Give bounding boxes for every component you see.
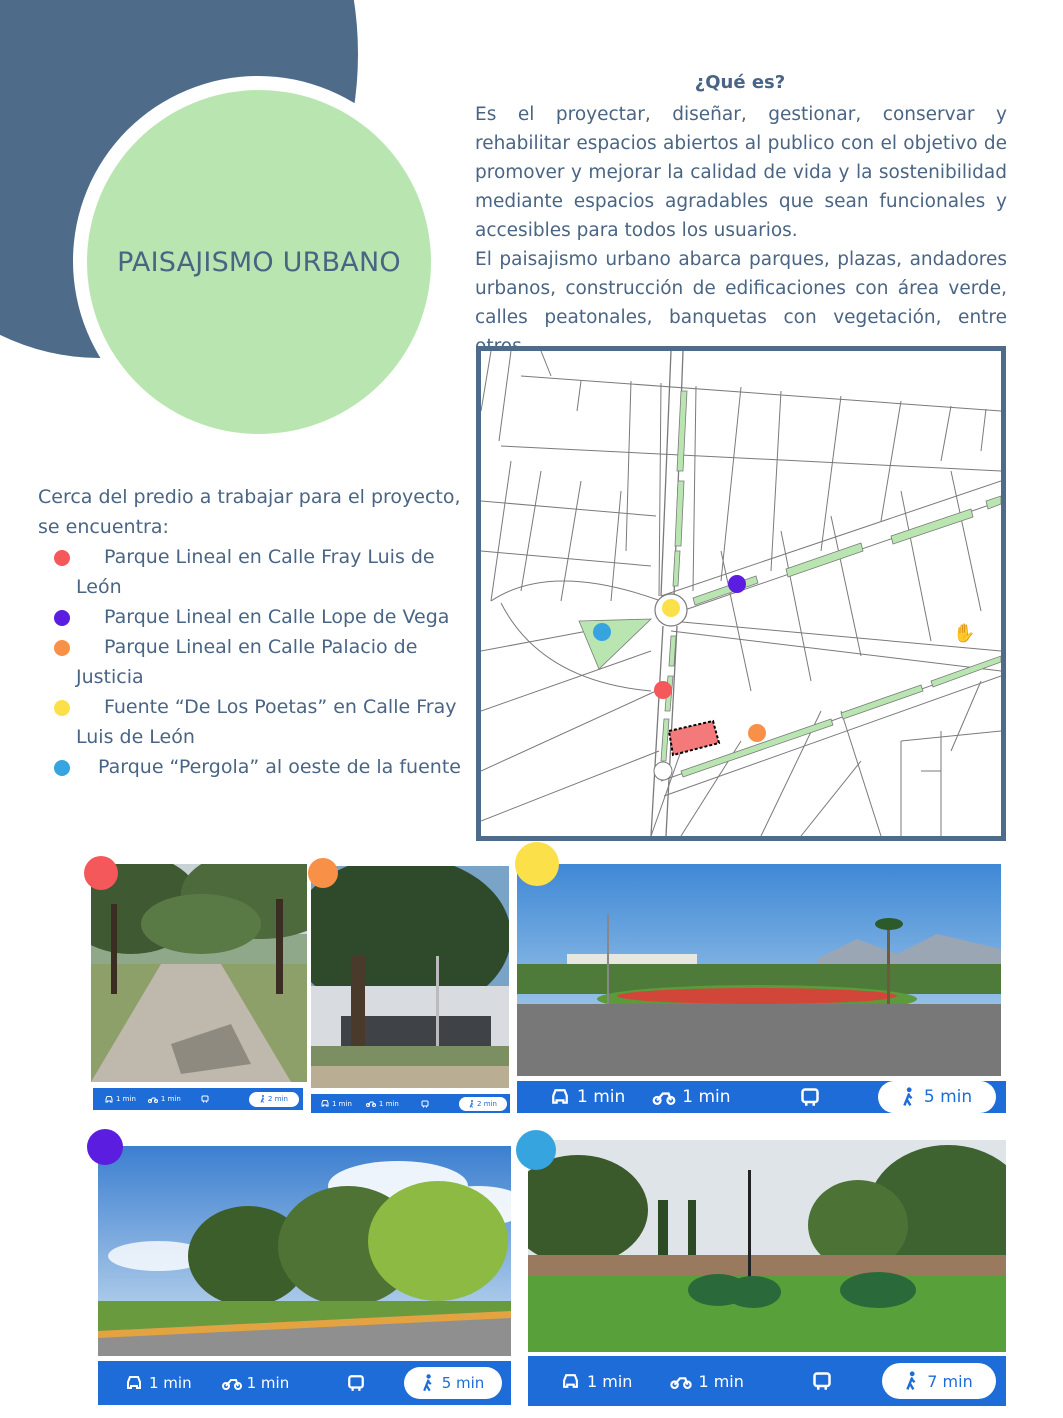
car-time: 1 min bbox=[587, 1371, 633, 1391]
bus-travel bbox=[347, 1374, 365, 1392]
red-badge bbox=[84, 856, 118, 890]
list-item bbox=[38, 752, 468, 782]
moto-time: 1 min bbox=[378, 1099, 399, 1108]
moto-travel bbox=[652, 1087, 730, 1107]
walk-time: 5 min bbox=[441, 1374, 485, 1392]
moto-travel bbox=[670, 1372, 743, 1391]
walk-travel-pill bbox=[459, 1097, 507, 1111]
nearby-label: Parque Lineal en Calle Lope de Vega bbox=[104, 606, 450, 628]
nearby-section bbox=[38, 482, 468, 782]
photo-illustration bbox=[311, 866, 509, 1088]
nearby-label: Parque “Pergola” al oeste de la fuente bbox=[98, 756, 461, 778]
nearby-label: Fuente “De Los Poetas” en Calle Fray Luis de León bbox=[76, 696, 457, 748]
red-dot-icon bbox=[54, 550, 70, 566]
car-icon bbox=[562, 1374, 579, 1389]
walk-time: 2 min bbox=[477, 1099, 497, 1108]
walk-travel-pill bbox=[249, 1092, 299, 1107]
walk-icon bbox=[902, 1087, 914, 1107]
moto-travel bbox=[366, 1100, 399, 1108]
motorcycle-icon bbox=[222, 1376, 242, 1390]
travel-bar-blue bbox=[528, 1356, 1006, 1406]
photo-linear-park-lope-de-vega bbox=[98, 1146, 511, 1356]
hero-circle bbox=[87, 90, 431, 434]
moto-time: 1 min bbox=[160, 1095, 181, 1103]
hero-title: PAISAJISMO URBANO bbox=[117, 246, 401, 278]
car-travel bbox=[321, 1100, 352, 1108]
car-travel bbox=[105, 1095, 136, 1103]
site-map bbox=[476, 346, 1006, 841]
travel-bar-orange bbox=[311, 1094, 510, 1113]
purple-badge bbox=[87, 1129, 123, 1165]
bus-icon bbox=[201, 1095, 209, 1103]
hand-cursor-icon: ✋ bbox=[953, 623, 976, 644]
purple-dot-icon bbox=[54, 610, 70, 626]
bus-icon bbox=[347, 1374, 365, 1392]
bus-travel bbox=[812, 1371, 832, 1391]
walk-time: 2 min bbox=[268, 1095, 288, 1103]
car-time: 1 min bbox=[577, 1087, 626, 1107]
travel-bar-red bbox=[93, 1088, 303, 1110]
walk-travel-pill bbox=[878, 1081, 996, 1113]
photo-fuente-de-los-poetas bbox=[517, 864, 1001, 1076]
car-time: 1 min bbox=[116, 1095, 136, 1103]
moto-time: 1 min bbox=[682, 1087, 731, 1107]
walk-icon bbox=[260, 1095, 265, 1103]
list-item bbox=[38, 542, 468, 602]
car-time: 1 min bbox=[332, 1099, 352, 1108]
travel-bar-yellow bbox=[517, 1081, 1006, 1113]
list-item bbox=[38, 602, 468, 632]
bus-travel bbox=[800, 1087, 820, 1107]
photo-illustration bbox=[528, 1140, 1006, 1352]
nearby-intro: Cerca del predio a trabajar para el proyecto, se encuentra: bbox=[38, 486, 461, 538]
blue-badge bbox=[516, 1130, 556, 1170]
bus-travel bbox=[201, 1095, 209, 1103]
orange-badge bbox=[308, 858, 338, 888]
car-travel bbox=[562, 1372, 632, 1391]
bus-icon bbox=[421, 1100, 429, 1108]
bus-icon bbox=[800, 1087, 820, 1107]
photo-illustration bbox=[91, 864, 307, 1082]
photo-parque-pergola bbox=[528, 1140, 1006, 1352]
moto-travel bbox=[148, 1095, 181, 1103]
yellow-badge bbox=[515, 842, 559, 886]
list-item bbox=[38, 632, 468, 692]
car-travel bbox=[126, 1374, 192, 1392]
yellow-dot-icon bbox=[54, 700, 70, 716]
travel-bar-purple bbox=[98, 1361, 511, 1405]
bus-icon bbox=[812, 1371, 832, 1391]
walk-icon bbox=[469, 1100, 474, 1108]
nearby-label: Parque Lineal en Calle Palacio de Justicia bbox=[76, 636, 418, 688]
intro-paragraph-2: El paisajismo urbano abarca parques, plazas, andadores urbanos, construcción de edificaciones con área verde, calles peatonales, banquetas con vegetación, entre bbox=[475, 249, 1007, 328]
car-icon bbox=[105, 1096, 113, 1103]
bus-travel bbox=[421, 1100, 429, 1108]
motorcycle-icon bbox=[652, 1089, 676, 1105]
walk-time: 7 min bbox=[927, 1371, 973, 1391]
car-icon bbox=[551, 1089, 569, 1105]
car-icon bbox=[321, 1100, 329, 1107]
moto-time: 1 min bbox=[246, 1374, 290, 1392]
walk-time: 5 min bbox=[923, 1087, 973, 1107]
motorcycle-icon bbox=[670, 1374, 692, 1389]
moto-travel bbox=[222, 1374, 290, 1392]
moto-time: 1 min bbox=[698, 1371, 744, 1391]
orange-dot-icon bbox=[54, 640, 70, 656]
intro-text bbox=[475, 100, 1007, 361]
walk-travel-pill bbox=[404, 1367, 502, 1399]
nearby-label: Parque Lineal en Calle Fray Luis de León bbox=[76, 546, 435, 598]
walk-icon bbox=[422, 1374, 433, 1392]
motorcycle-icon bbox=[366, 1100, 376, 1107]
map-drawing bbox=[481, 351, 1001, 836]
motorcycle-icon bbox=[148, 1096, 158, 1103]
car-time: 1 min bbox=[149, 1374, 192, 1392]
nearby-list bbox=[38, 542, 468, 782]
blue-dot-icon bbox=[54, 760, 70, 776]
car-icon bbox=[126, 1376, 142, 1390]
car-travel bbox=[551, 1087, 625, 1107]
photo-illustration bbox=[517, 864, 1001, 1076]
list-item bbox=[38, 692, 468, 752]
walk-icon bbox=[905, 1371, 917, 1391]
photo-illustration bbox=[98, 1146, 511, 1356]
photo-linear-park-fray-luis bbox=[91, 864, 307, 1082]
intro-paragraph-1: Es el proyectar, diseñar, gestionar, conservar y rehabilitar espacios abiertos al publico con el objetivo de promover y mejorar la calidad de vida y la sostenibilidad mediante espacios agradables que sean funcionales y accesibles para todos los usuarios. bbox=[475, 104, 1007, 241]
photo-linear-park-palacio bbox=[311, 866, 509, 1088]
intro-heading: ¿Qué es? bbox=[694, 72, 786, 93]
walk-travel-pill bbox=[882, 1363, 996, 1399]
